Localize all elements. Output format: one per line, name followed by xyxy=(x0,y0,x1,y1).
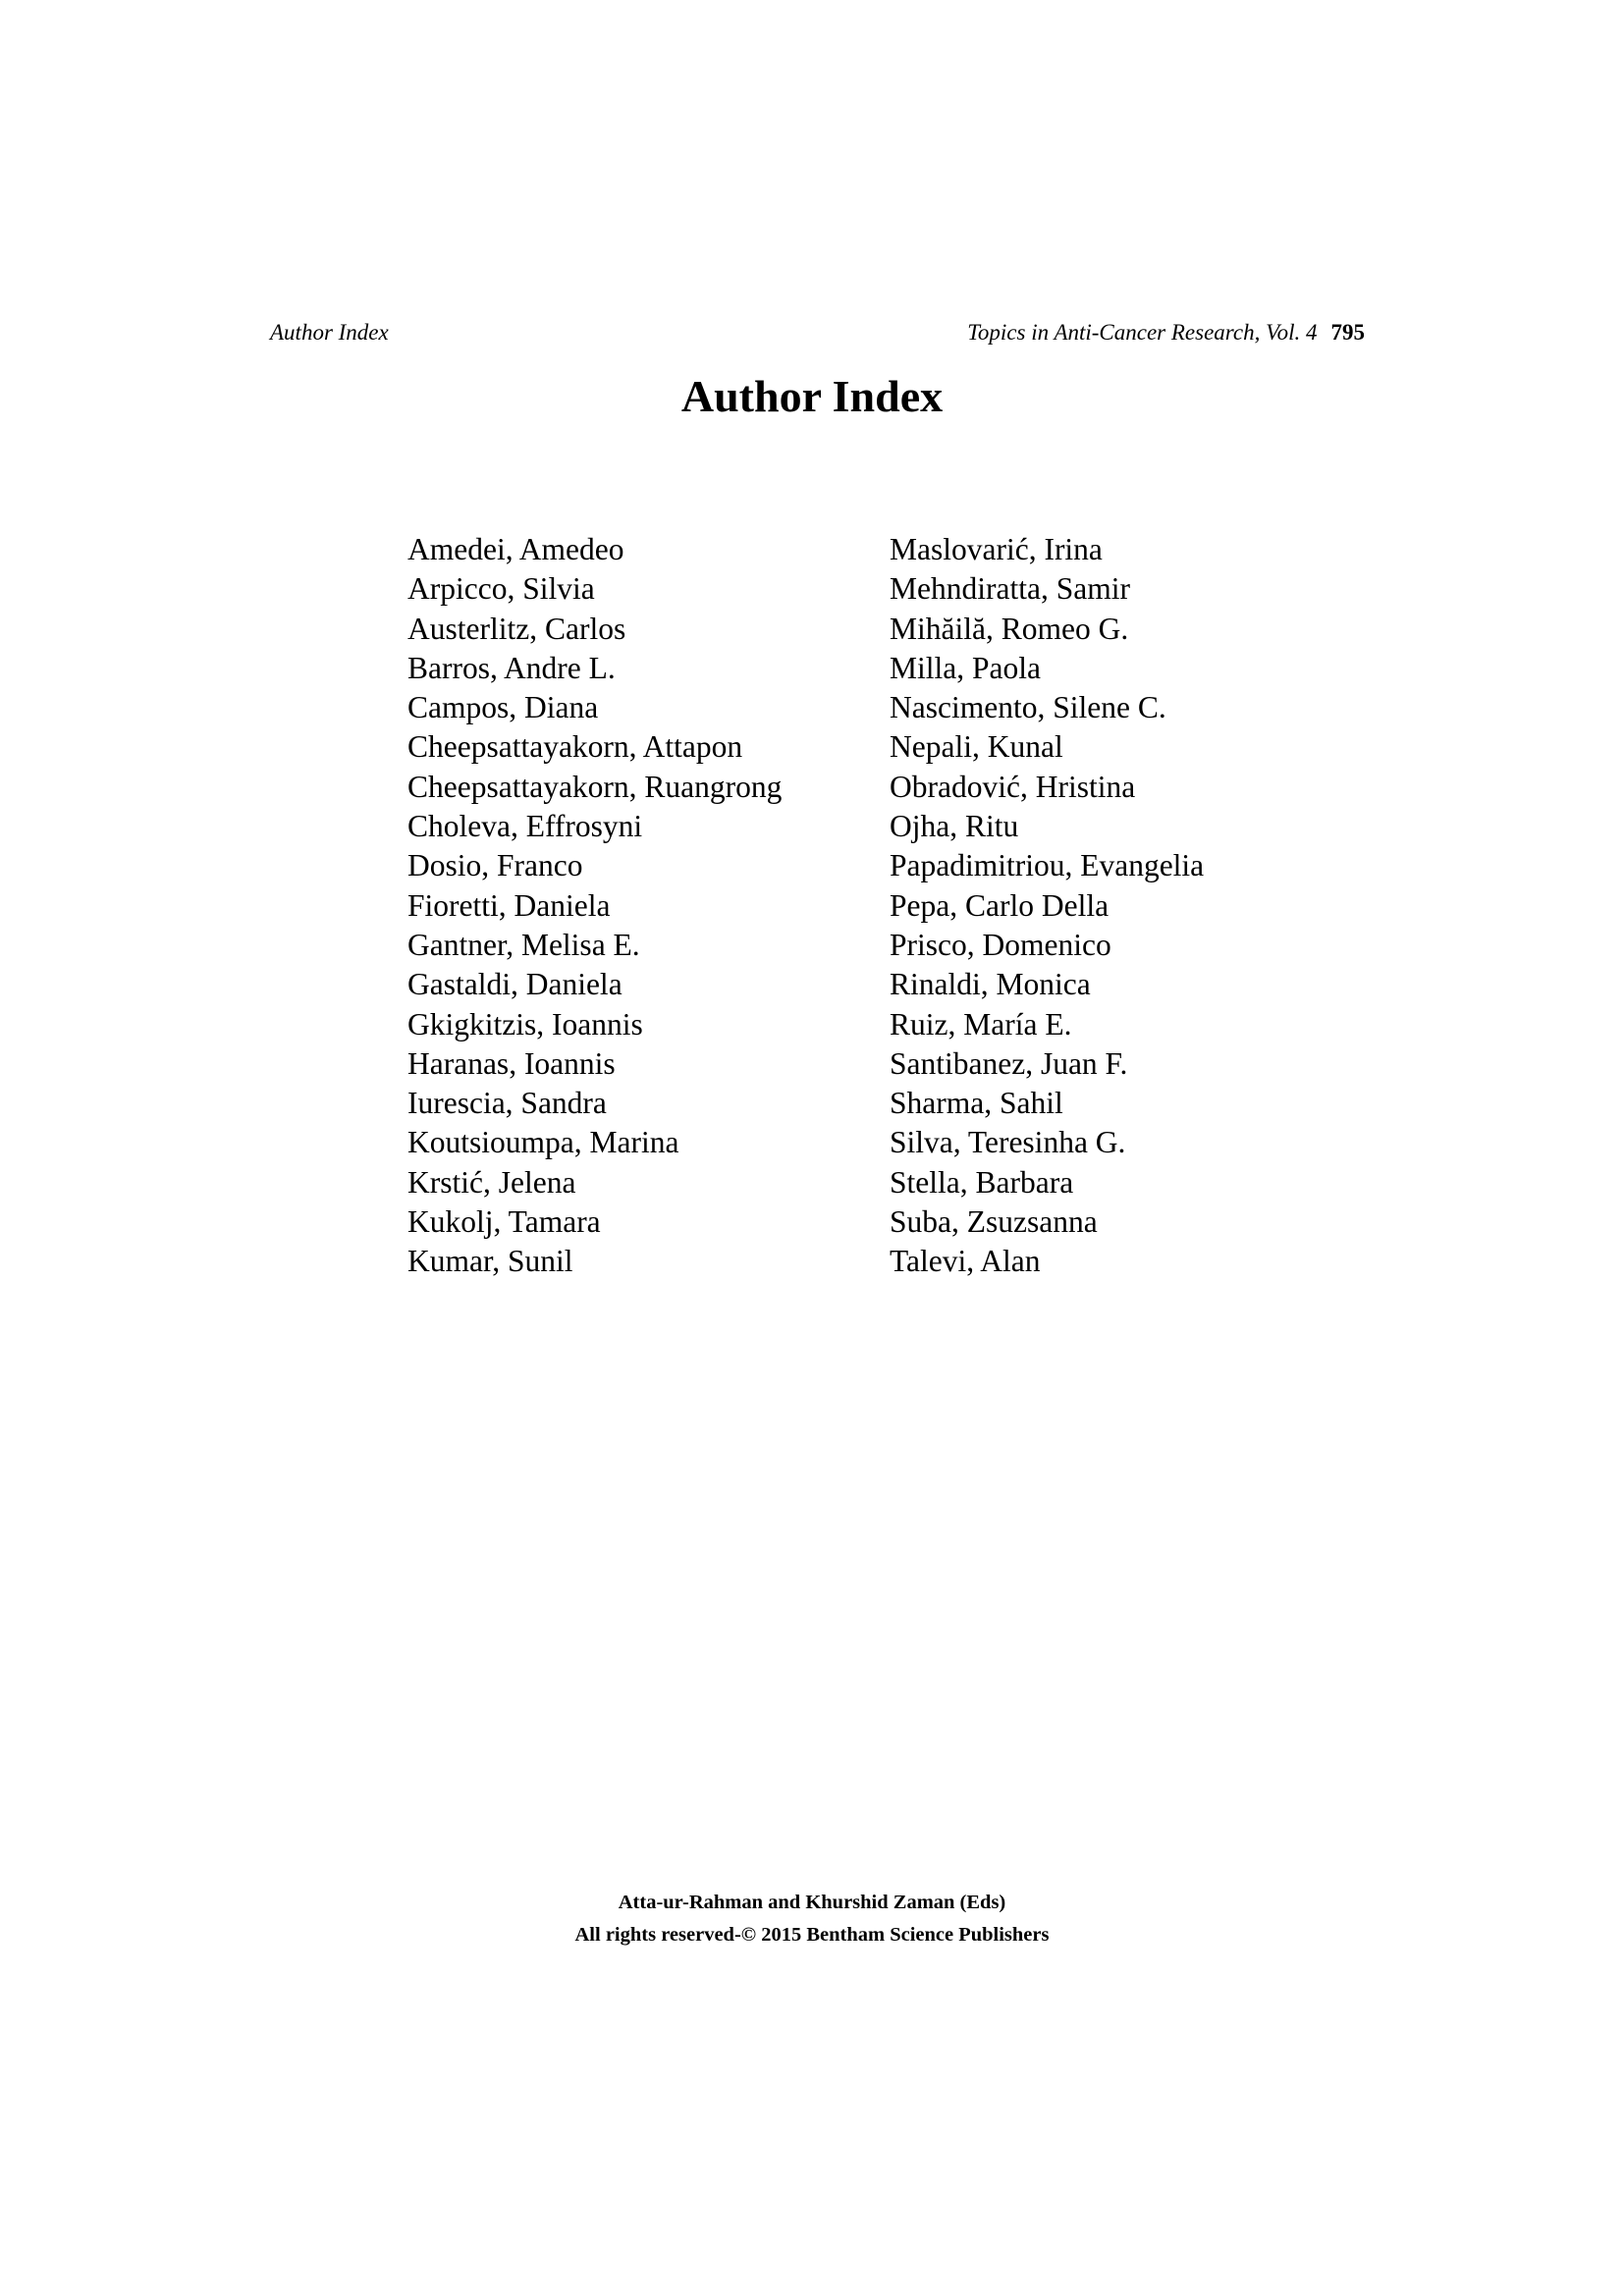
author-entry: Suba, Zsuzsanna xyxy=(890,1204,1098,1240)
author-entry: Iurescia, Sandra xyxy=(407,1086,607,1121)
author-entry: Krstić, Jelena xyxy=(407,1164,576,1200)
author-entry: Stella, Barbara xyxy=(890,1164,1074,1200)
author-entry: Santibanez, Juan F. xyxy=(890,1045,1128,1081)
footer-editors: Atta-ur-Rahman and Khurshid Zaman (Eds) xyxy=(618,1892,1006,1913)
author-entry: Milla, Paola xyxy=(890,650,1041,685)
author-entry: Sharma, Sahil xyxy=(890,1086,1063,1121)
author-entry: Amedei, Amedeo xyxy=(407,532,624,566)
page-title: Author Index xyxy=(680,371,944,421)
page-number: 795 xyxy=(1330,320,1365,345)
running-head-left: Author Index xyxy=(270,320,389,345)
author-entry: Silva, Teresinha G. xyxy=(890,1125,1126,1160)
author-entry: Nepali, Kunal xyxy=(890,729,1063,765)
author-entry: Obradović, Hristina xyxy=(890,769,1136,804)
author-entry: Choleva, Effrosyni xyxy=(407,809,643,844)
author-list-right xyxy=(890,530,1204,1282)
author-entry: Barros, Andre L. xyxy=(407,650,616,685)
author-entry: Prisco, Domenico xyxy=(890,927,1111,962)
journal-title: Topics in Anti-Cancer Research, Vol. 4 xyxy=(967,320,1318,345)
author-entry: Dosio, Franco xyxy=(407,848,583,883)
author-entry: Nascimento, Silene C. xyxy=(890,690,1166,725)
author-list-left xyxy=(407,530,782,1282)
author-entry: Gastaldi, Daniela xyxy=(407,967,623,1002)
running-head-right xyxy=(967,320,1365,346)
author-entry: Papadimitriou, Evangelia xyxy=(890,848,1205,883)
author-entry: Kukolj, Tamara xyxy=(407,1204,601,1240)
author-entry: Talevi, Alan xyxy=(890,1244,1041,1279)
author-entry: Gantner, Melisa E. xyxy=(407,927,640,962)
footer-rights: All rights reserved-© 2015 Bentham Science Publishers xyxy=(574,1924,1050,1946)
author-entry: Haranas, Ioannis xyxy=(407,1045,616,1081)
author-entry: Ruiz, María E. xyxy=(890,1006,1072,1041)
author-entry: Mihăilă, Romeo G. xyxy=(890,611,1129,646)
author-entry: Cheepsattayakorn, Attapon xyxy=(407,729,743,765)
author-entry: Austerlitz, Carlos xyxy=(407,611,626,646)
author-entry: Gkigkitzis, Ioannis xyxy=(407,1006,643,1041)
author-entry: Ojha, Ritu xyxy=(890,809,1019,844)
author-entry: Cheepsattayakorn, Ruangrong xyxy=(407,769,783,804)
author-entry: Campos, Diana xyxy=(407,690,599,725)
author-entry: Koutsioumpa, Marina xyxy=(407,1125,679,1160)
author-entry: Arpicco, Silvia xyxy=(407,571,595,607)
author-entry: Maslovarić, Irina xyxy=(890,532,1103,566)
author-entry: Rinaldi, Monica xyxy=(890,967,1091,1002)
author-entry: Pepa, Carlo Della xyxy=(890,887,1110,923)
author-entry: Mehndiratta, Samir xyxy=(890,571,1130,607)
author-entry: Kumar, Sunil xyxy=(407,1244,573,1279)
author-entry: Fioretti, Daniela xyxy=(407,887,611,923)
